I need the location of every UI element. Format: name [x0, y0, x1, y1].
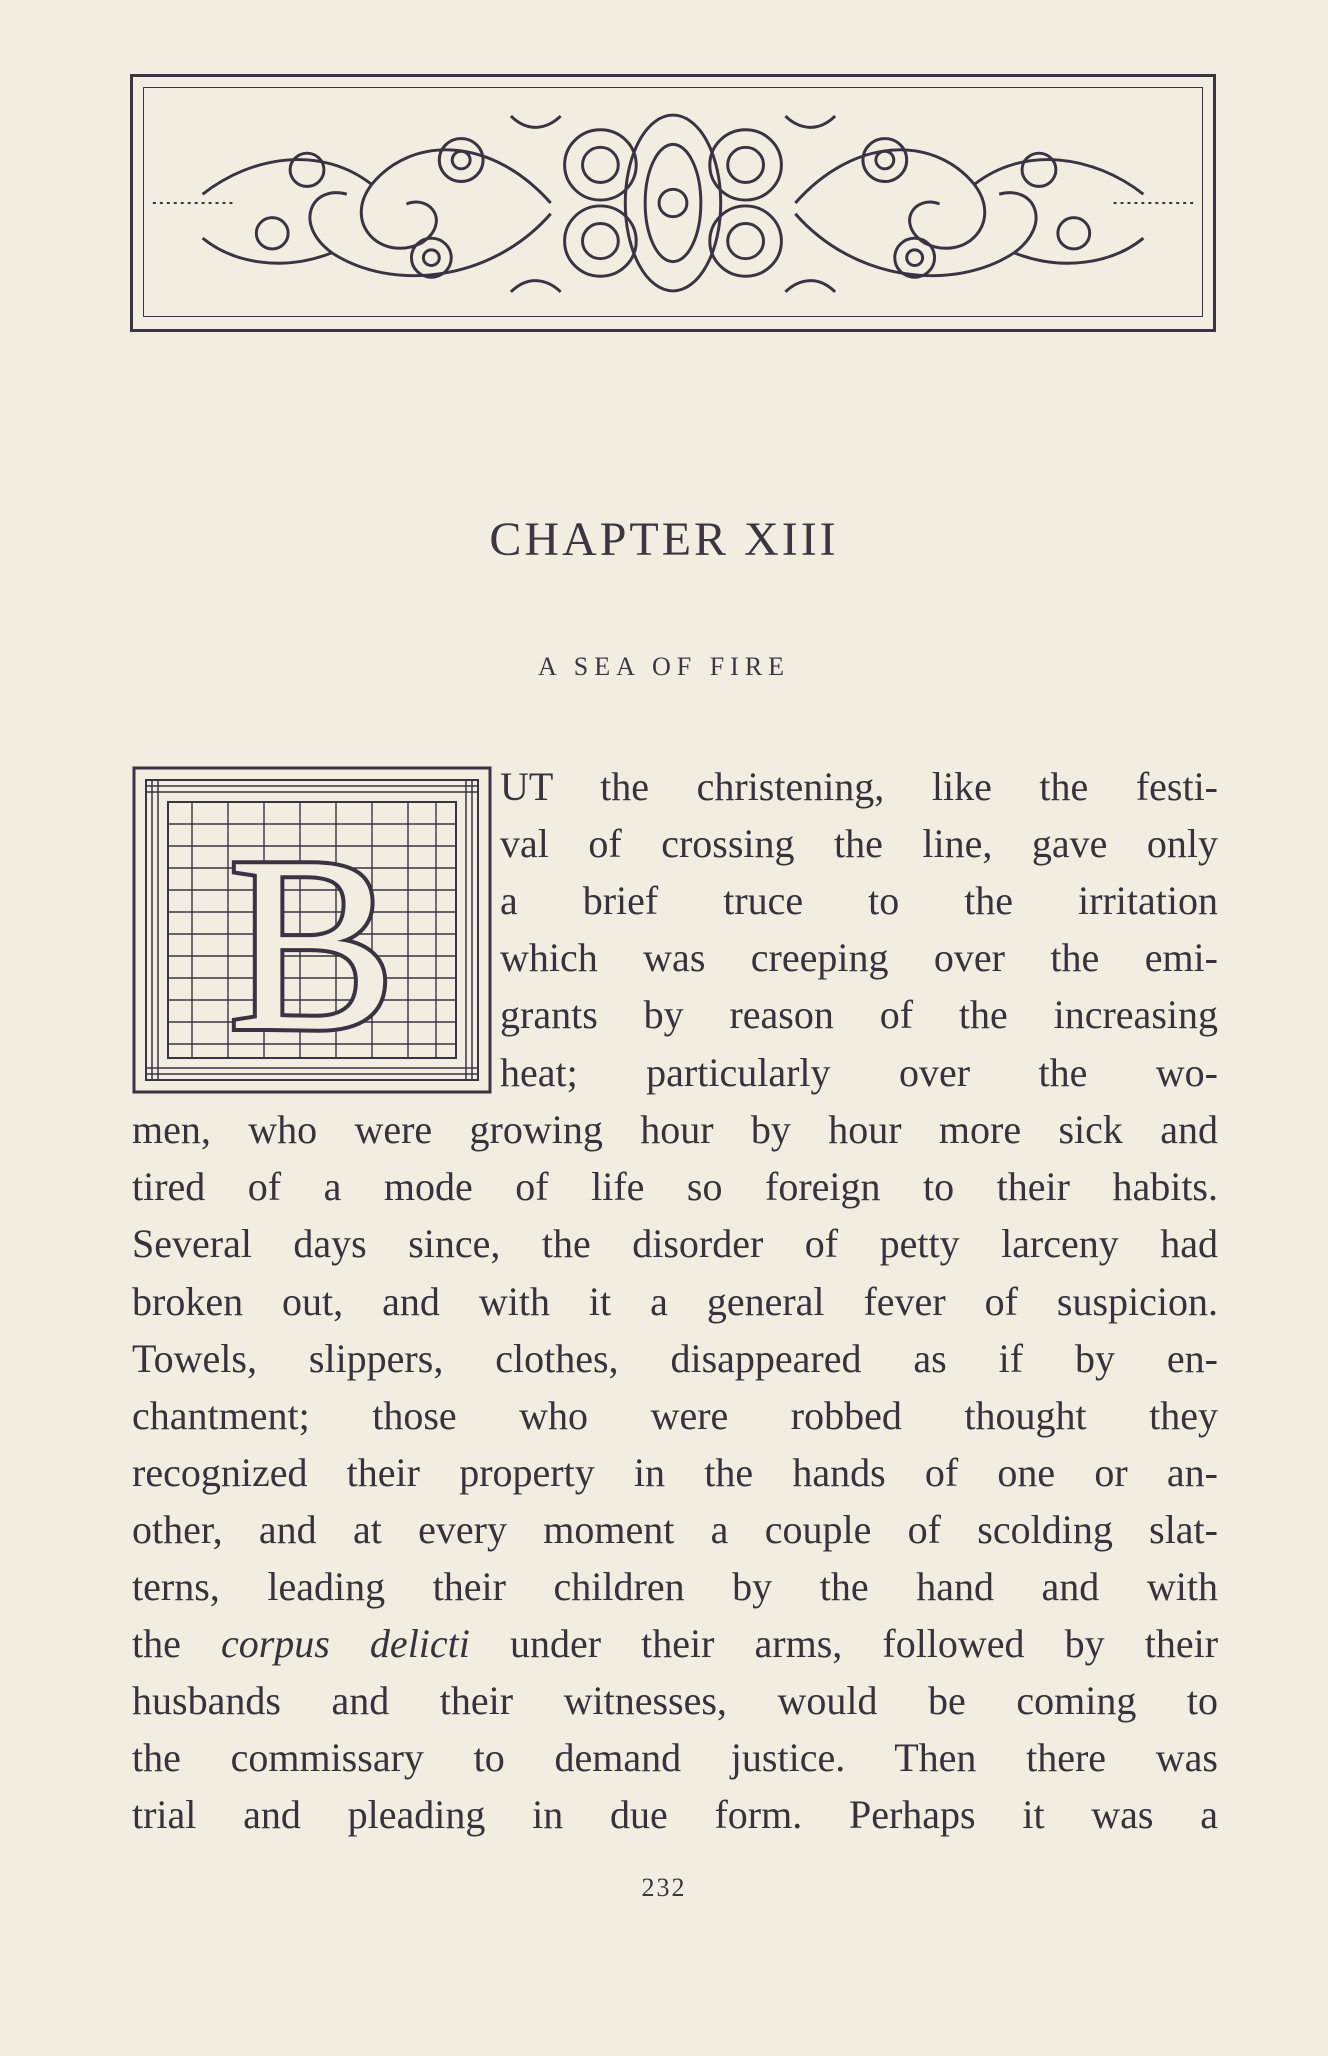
- body-line: Towels, slippers, clothes, disappeared as if by en-: [132, 1336, 1218, 1381]
- body-line: trial and pleading in due form. Perhaps it was a: [132, 1792, 1218, 1837]
- chapter-title: CHAPTER XIII: [489, 513, 839, 566]
- body-line: tired of a mode of life so foreign to their habits.: [132, 1164, 1218, 1209]
- body-line: grants by reason of the increasing: [500, 992, 1218, 1037]
- ornamental-drop-cap-icon: [132, 766, 492, 1094]
- body-line: recognized their property in the hands of one or an-: [132, 1450, 1218, 1495]
- body-line: heat; particularly over the wo-: [500, 1050, 1218, 1095]
- body-line-start: the: [132, 1621, 181, 1666]
- body-line: men, who were growing hour by hour more sick and: [132, 1107, 1218, 1152]
- chapter-subtitle: A SEA OF FIRE: [537, 652, 791, 681]
- ornamental-drop-cap: [132, 766, 492, 1094]
- body-line: Several days since, the disorder of petty larceny had: [132, 1221, 1218, 1266]
- body-line: the commissary to demand justice. Then there was: [132, 1735, 1218, 1780]
- body-line-italic: [132, 1615, 1218, 1673]
- drop-cap-letter: B: [228, 806, 396, 1083]
- body-line-end: under their arms, followed by their: [510, 1621, 1218, 1666]
- italic-phrase: corpus delicti: [220, 1621, 470, 1666]
- body-line: a brief truce to the irritation: [500, 878, 1218, 923]
- floral-scroll-ornament-icon: [133, 77, 1213, 329]
- body-line: which was creeping over the emi-: [500, 935, 1218, 980]
- page-number: 232: [641, 1873, 687, 1902]
- body-line: val of crossing the line, gave only: [500, 821, 1218, 866]
- body-line: UT the christening, like the festi-: [500, 764, 1218, 809]
- ornamental-headpiece: [130, 74, 1216, 332]
- body-line: terns, leading their children by the hand and with: [132, 1564, 1218, 1609]
- body-line: chantment; those who were robbed thought they: [132, 1393, 1218, 1438]
- body-line: broken out, and with it a general fever of suspicion.: [132, 1279, 1218, 1324]
- body-line: other, and at every moment a couple of scolding slat-: [132, 1507, 1218, 1552]
- body-line: husbands and their witnesses, would be coming to: [132, 1678, 1218, 1723]
